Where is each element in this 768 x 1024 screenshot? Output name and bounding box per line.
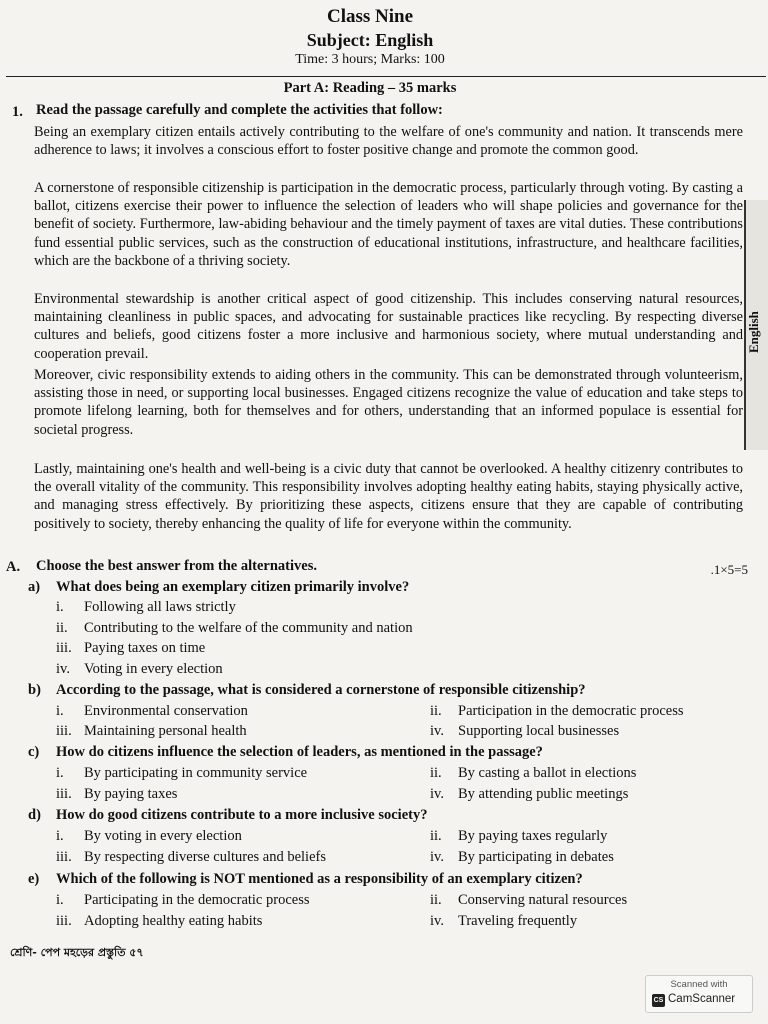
side-tab-label: English: [746, 311, 761, 353]
passage-paragraph-3: Environmental stewardship is another critical aspect of good citizenship. This includes conserving natural resources, maintaining cleanliness in public spaces, and advocating for sustainable practices like recycling. By respecting diverse cultures and beliefs, good citizens foster a more inclusive and harmonious society, where mutual understanding and cooperation prevail.: [34, 291, 743, 362]
mcq-c-option-i: i. By participating in community service: [56, 765, 308, 781]
mcq-c-option-iv: iv. By attending public meetings: [430, 786, 629, 802]
mcq-a-option-ii: ii. Contributing to the welfare of the community and nation: [56, 620, 413, 636]
mcq-b-option-i: i. Environmental conservation: [56, 703, 248, 719]
footer-bengali-text: শ্রেণি- পেপ মহড়ের প্রস্তুতি ৫৭: [10, 946, 144, 959]
mcq-e-question: [28, 871, 583, 888]
mcq-text: According to the passage, what is considered a cornerstone of responsible citizenship?: [56, 682, 586, 698]
mcq-d-option-iv: iv. By participating in debates: [430, 849, 614, 865]
mcq-a-option-i: i. Following all laws strictly: [56, 599, 236, 615]
part-a-heading: Part A: Reading – 35 marks: [283, 80, 457, 96]
mcq-b-option-ii: ii. Participation in the democratic process: [430, 703, 684, 719]
mcq-c-option-iii: iii. By paying taxes: [56, 786, 178, 802]
mcq-b-question: [28, 682, 586, 699]
passage-paragraph-1: Being an exemplary citizen entails actively contributing to the welfare of one's community and nation. It transcends mere adherence to laws; it involves a conscious effort to foster positive change and promote the common good.: [34, 124, 743, 159]
question-1-number: 1.: [12, 104, 23, 120]
mcq-d-option-i: i. By voting in every election: [56, 828, 242, 844]
passage-paragraph-5: Lastly, maintaining one's health and well-being is a civic duty that cannot be overlooked. A healthy citizenry contributes to the overall vitality of the community. This responsibility involves adopting healthy eating habits, staying physically active, and managing stress effectively. By prioritizing these aspects, citizens ensure that they are capable of contributing positively to society, thereby enhancing the quality of life for everyone within the community.: [34, 461, 743, 532]
mcq-a-question: [28, 579, 409, 596]
mcq-b-option-iii: iii. Maintaining personal health: [56, 723, 247, 739]
mcq-e-option-iii: iii. Adopting healthy eating habits: [56, 913, 263, 929]
class-title: Class Nine: [326, 6, 414, 27]
mcq-b-option-iv: iv. Supporting local businesses: [430, 723, 620, 739]
mcq-label: e): [28, 871, 40, 887]
mcq-a-option-iv: iv. Voting in every election: [56, 661, 223, 677]
section-a-marks: .1×5=5: [710, 562, 748, 577]
mcq-label: b): [28, 682, 41, 698]
mcq-d-question: [28, 807, 427, 824]
section-a-instruction: Choose the best answer from the alternatives.: [36, 558, 317, 574]
mcq-text: What does being an exemplary citizen primarily involve?: [56, 579, 410, 595]
passage-paragraph-2: A cornerstone of responsible citizenship is participation in the democratic process, particularly through voting. By casting a ballot, citizens exercise their power to influence the selection of leaders who will shape policies and governance for the benefit of society. Furthermore, law-abiding behaviour and the timely payment of taxes are vital duties. These contributions fund essential public services, such as the construction of educational institutions, infrastructure, and healthcare facilities, which are the backbone of a thriving society.: [34, 180, 743, 269]
section-a-label: A.: [6, 559, 21, 575]
watermark-caption: Scanned with: [670, 979, 728, 990]
time-marks: Time: 3 hours; Marks: 100: [295, 52, 445, 67]
mcq-label: d): [28, 807, 41, 823]
camscanner-watermark: [645, 975, 753, 1013]
question-1-instruction: Read the passage carefully and complete the activities that follow:: [36, 102, 443, 118]
mcq-d-option-ii: ii. By paying taxes regularly: [430, 828, 608, 844]
mcq-label: a): [28, 579, 41, 595]
watermark-brand: CamScanner: [668, 993, 736, 1005]
mcq-text: Which of the following is NOT mentioned as a responsibility of an exemplary citizen?: [56, 871, 583, 887]
mcq-a-option-iii: iii. Paying taxes on time: [56, 640, 206, 656]
camscanner-logo-icon: CS: [652, 994, 665, 1007]
mcq-label: c): [28, 744, 40, 760]
mcq-text: How do good citizens contribute to a more inclusive society?: [56, 807, 428, 823]
mcq-e-option-iv: iv. Traveling frequently: [430, 913, 578, 929]
mcq-c-option-ii: ii. By casting a ballot in elections: [430, 765, 637, 781]
mcq-c-question: [28, 744, 543, 761]
mcq-e-option-ii: ii. Conserving natural resources: [430, 892, 628, 908]
mcq-text: How do citizens influence the selection of leaders, as mentioned in the passage?: [56, 744, 543, 760]
mcq-d-option-iii: iii. By respecting diverse cultures and beliefs: [56, 849, 326, 865]
passage-paragraph-4: Moreover, civic responsibility extends to aiding others in the community. This can be demonstrated through volunteerism, assisting those in need, or supporting local businesses. Engaged citizens recognize the value of education and take steps to promote lifelong learning, both for themselves and for others, understanding that an informed populace is essential for societal progress.: [34, 367, 743, 438]
mcq-e-option-i: i. Participating in the democratic process: [56, 892, 310, 908]
subject-title: Subject: English: [306, 30, 434, 50]
header-divider: [6, 76, 766, 77]
